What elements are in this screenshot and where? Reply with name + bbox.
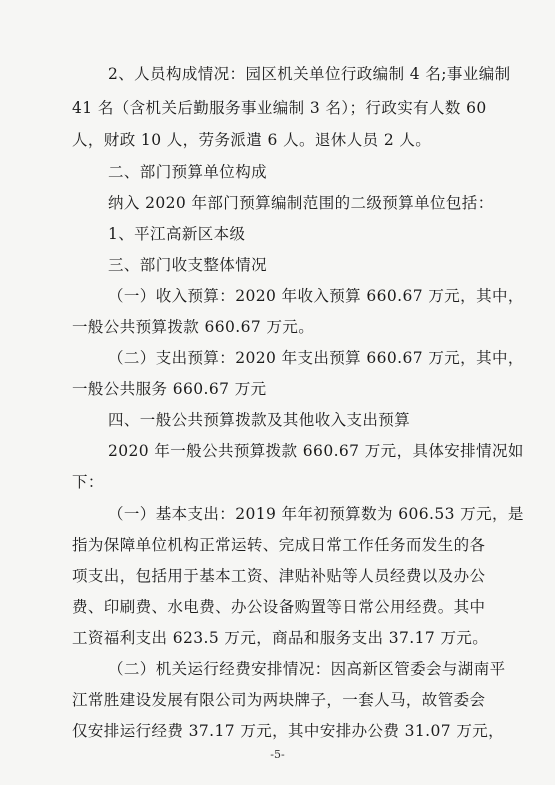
text-line: 2、人员构成情况：园区机关单位行政编制 4 名;事业编制 — [108, 65, 511, 83]
text-line: 仅安排运行经费 37.17 万元，其中安排办公费 31.07 万元， — [72, 722, 505, 740]
text-line: 项支出，包括用于基本工资、津贴补贴等人员经费以及办公 — [72, 567, 486, 585]
text-line: （二）机关运行经费安排情况：因高新区管委会与湖南平 — [108, 660, 506, 678]
text-line: 一般公共服务 660.67 万元 — [72, 380, 267, 398]
text-line: 工资福利支出 623.5 万元，商品和服务支出 37.17 万元。 — [72, 629, 489, 647]
text-line: 1、平江高新区本级 — [108, 225, 246, 243]
text-line: 一般公共预算拨款 660.67 万元。 — [72, 318, 315, 336]
text-line: 下： — [72, 473, 104, 491]
text-line: （一）基本支出：2019 年年初预算数为 606.53 万元，是 — [108, 505, 524, 523]
text-line: 人，财政 10 人，劳务派遣 6 人。退休人员 2 人。 — [72, 131, 432, 149]
text-line: （一）收入预算：2020 年收入预算 660.67 万元，其中， — [108, 287, 524, 305]
section-heading: 四、一般公共预算拨款及其他收入支出预算 — [108, 411, 411, 429]
text-line: 41 名（含机关后勤服务事业编制 3 名）；行政实有人数 60 — [72, 99, 487, 117]
section-heading: 二、部门预算单位构成 — [108, 163, 268, 181]
text-line: 指为保障单位机构正常运转、完成日常工作任务而发生的各 — [72, 536, 486, 554]
text-line: 2020 年一般公共预算拨款 660.67 万元，具体安排情况如 — [108, 442, 524, 460]
text-line: 费、印刷费、水电费、办公设备购置等日常公用经费。其中 — [72, 598, 486, 616]
text-line: 纳入 2020 年部门预算编制范围的二级预算单位包括： — [108, 194, 494, 212]
text-line: （二）支出预算：2020 年支出预算 660.67 万元，其中， — [108, 349, 524, 367]
section-heading: 三、部门收支整体情况 — [108, 256, 268, 274]
page-number: -5- — [270, 748, 285, 761]
text-line: 江常胜建设发展有限公司为两块牌子，一套人马，故管委会 — [72, 691, 486, 709]
